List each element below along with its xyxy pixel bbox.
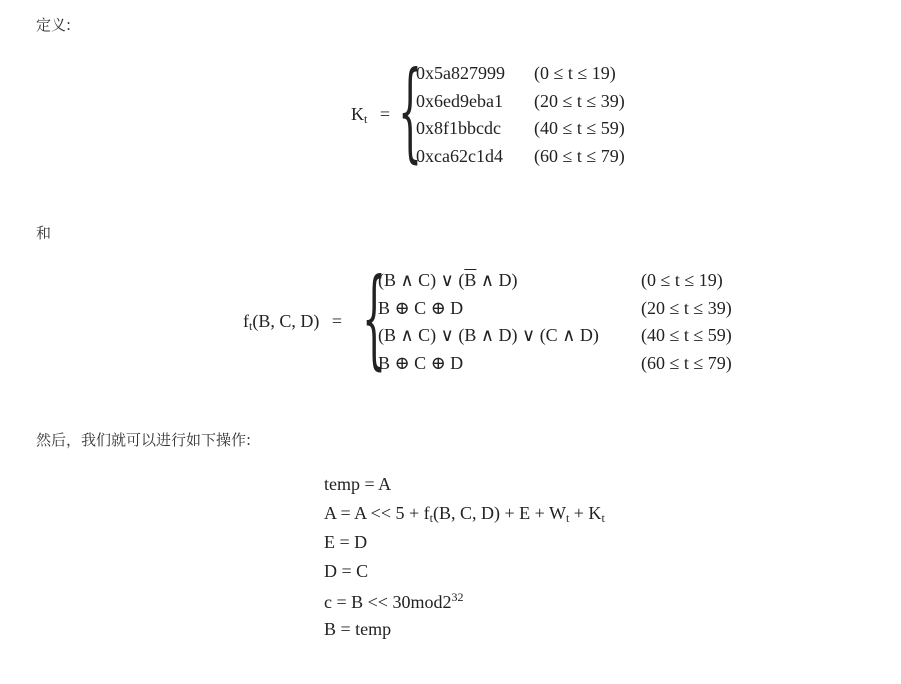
- kt-equals: =: [379, 104, 390, 124]
- ft-left-brace: {: [362, 256, 387, 381]
- ft-row-1-expr-pre: (B ∧ C) ∨ (: [378, 270, 465, 290]
- ft-lhs-sub: t: [249, 319, 253, 333]
- kt-row-2-range: (20 ≤ t ≤ 39): [534, 91, 625, 111]
- op-line-2-sub-3: t: [601, 511, 605, 525]
- kt-row-1-range: (0 ≤ t ≤ 19): [534, 63, 616, 83]
- then-label: 然后，我们就可以进行如下操作:: [36, 431, 252, 449]
- kt-left-brace: {: [398, 49, 423, 174]
- ft-equals: =: [331, 311, 342, 331]
- and-label: 和: [36, 224, 52, 242]
- ft-row-2-expr: B ⊕ C ⊕ D: [378, 298, 464, 318]
- op-line-5-exponent: 32: [451, 590, 464, 604]
- op-line-5: [324, 590, 463, 613]
- ft-row-1-expr-bar: $\overline{B}$: [464, 270, 477, 290]
- op-line-2-sub-2: t: [565, 511, 570, 525]
- kt-row-2-value: 0x6ed9eba1: [416, 91, 503, 111]
- op-line-2-part-b: (B, C, D) + E + W: [432, 503, 566, 523]
- op-line-2-part-c: + K: [569, 503, 602, 523]
- ft-row-3-range: (40 ≤ t ≤ 59): [641, 325, 732, 345]
- op-line-4: D = C: [324, 561, 369, 581]
- ft-row-1-expr-post: ∧ D): [476, 270, 518, 290]
- ft-row-1-range: (0 ≤ t ≤ 19): [641, 270, 723, 290]
- kt-row-4-value: 0xca62c1d4: [416, 146, 503, 166]
- op-line-5-base: c = B << 30mod2: [324, 592, 452, 612]
- ft-row-3-expr: (B ∧ C) ∨ (B ∧ D) ∨ (C ∧ D): [378, 325, 599, 345]
- kt-row-3-range: (40 ≤ t ≤ 59): [534, 118, 625, 138]
- kt-row-1-value: 0x5a827999: [416, 63, 505, 83]
- op-line-6: B = temp: [324, 619, 392, 639]
- op-line-1: temp = A: [324, 474, 392, 494]
- kt-row-4-range: (60 ≤ t ≤ 79): [534, 146, 625, 166]
- kt-lhs-base: K: [351, 104, 364, 124]
- op-line-3: E = D: [324, 532, 368, 552]
- kt-lhs-sub: t: [364, 112, 368, 126]
- op-line-2-part-a: A = A << 5 + f: [324, 503, 430, 523]
- ft-lhs-base: f: [243, 311, 249, 331]
- definition-label: 定义:: [36, 16, 72, 34]
- kt-row-3-value: 0x8f1bbcdc: [416, 118, 501, 138]
- ft-row-4-expr: B ⊕ C ⊕ D: [378, 353, 464, 373]
- ft-lhs-args: (B, C, D): [252, 311, 320, 331]
- op-line-2-sub-1: t: [429, 511, 433, 525]
- op-line-2: [324, 503, 605, 526]
- ft-row-4-range: (60 ≤ t ≤ 79): [641, 353, 732, 373]
- ft-row-2-range: (20 ≤ t ≤ 39): [641, 298, 732, 318]
